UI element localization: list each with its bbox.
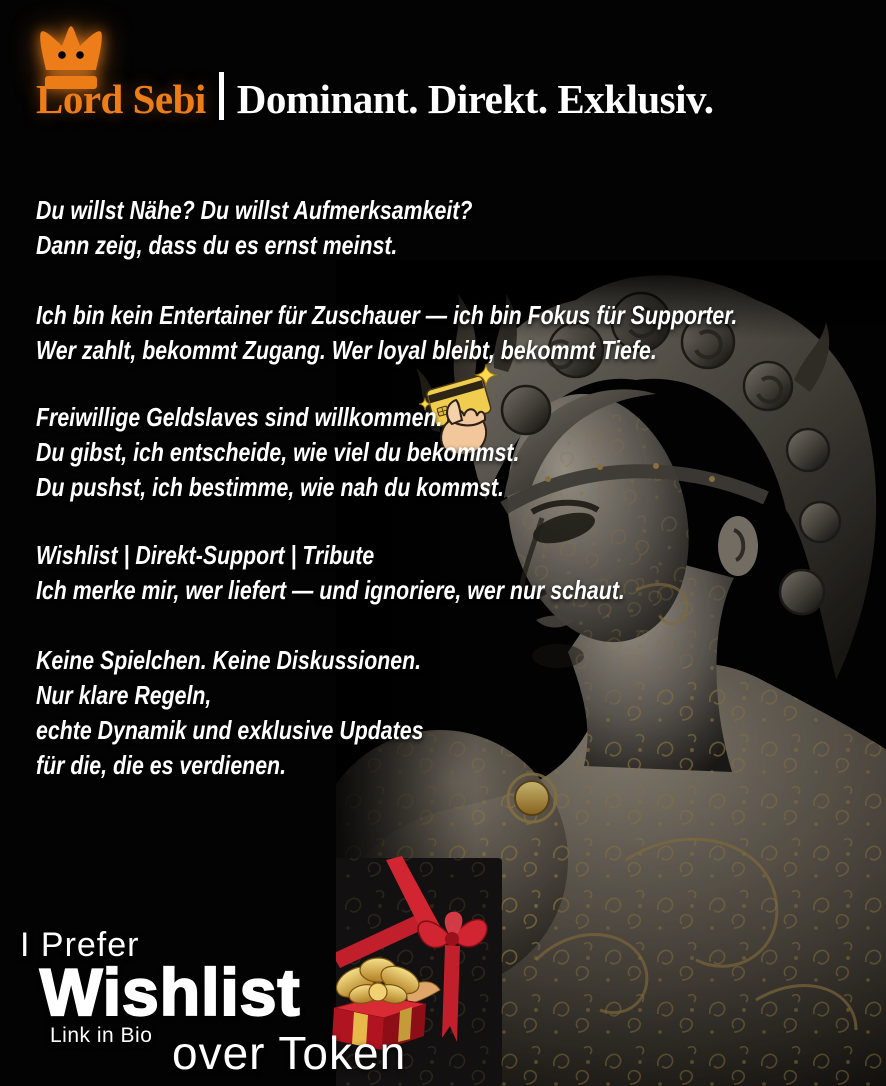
paragraph-intro — [36, 193, 472, 263]
text-line: Keine Spielchen. Keine Diskussionen. — [36, 645, 422, 675]
title-separator-bar — [219, 72, 224, 120]
text-line: Freiwillige Geldslaves sind willkommen. — [36, 402, 443, 432]
page-title — [36, 72, 714, 121]
footer-prefix: I Prefer — [20, 926, 140, 964]
text-line: Dann zeig, dass du es ernst meinst. — [36, 230, 398, 260]
paragraph-focus — [36, 298, 737, 368]
text-line: Du gibst, ich entscheide, wie viel du bekommst. — [36, 437, 520, 467]
text-line: Nur klare Regeln, — [36, 680, 212, 710]
text-line: für die, die es verdienen. — [36, 750, 287, 780]
text-line: Ich merke mir, wer liefert — und ignoriere, wer nur schaut. — [36, 575, 625, 605]
text-line: Du willst Nähe? Du willst Aufmerksamkeit? — [36, 195, 473, 225]
paragraph-rules — [36, 643, 423, 783]
text-line: Ich bin kein Entertainer für Zuschauer — ich bin Fokus für Supporter. — [36, 300, 738, 330]
brand-name: Lord Sebi — [36, 76, 206, 123]
footer-link-in-bio: Link in Bio — [50, 1024, 153, 1047]
footer-suffix: over Token — [172, 1027, 407, 1079]
paragraph-wishlist-support — [36, 538, 625, 608]
text-line: Wishlist | Direkt-Support | Tribute — [36, 540, 375, 570]
text-line: echte Dynamik und exklusive Updates — [36, 715, 424, 745]
footer-headline-wishlist: Wishlist — [40, 955, 301, 1029]
title-tagline: Dominant. Direkt. Exklusiv. — [236, 76, 714, 123]
paragraph-geldslaves — [36, 400, 519, 505]
text-line: Du pushst, ich bestimme, wie nah du kommst. — [36, 472, 504, 502]
text-line: Wer zahlt, bekommt Zugang. Wer loyal bleibt, bekommt Tiefe. — [36, 335, 657, 365]
